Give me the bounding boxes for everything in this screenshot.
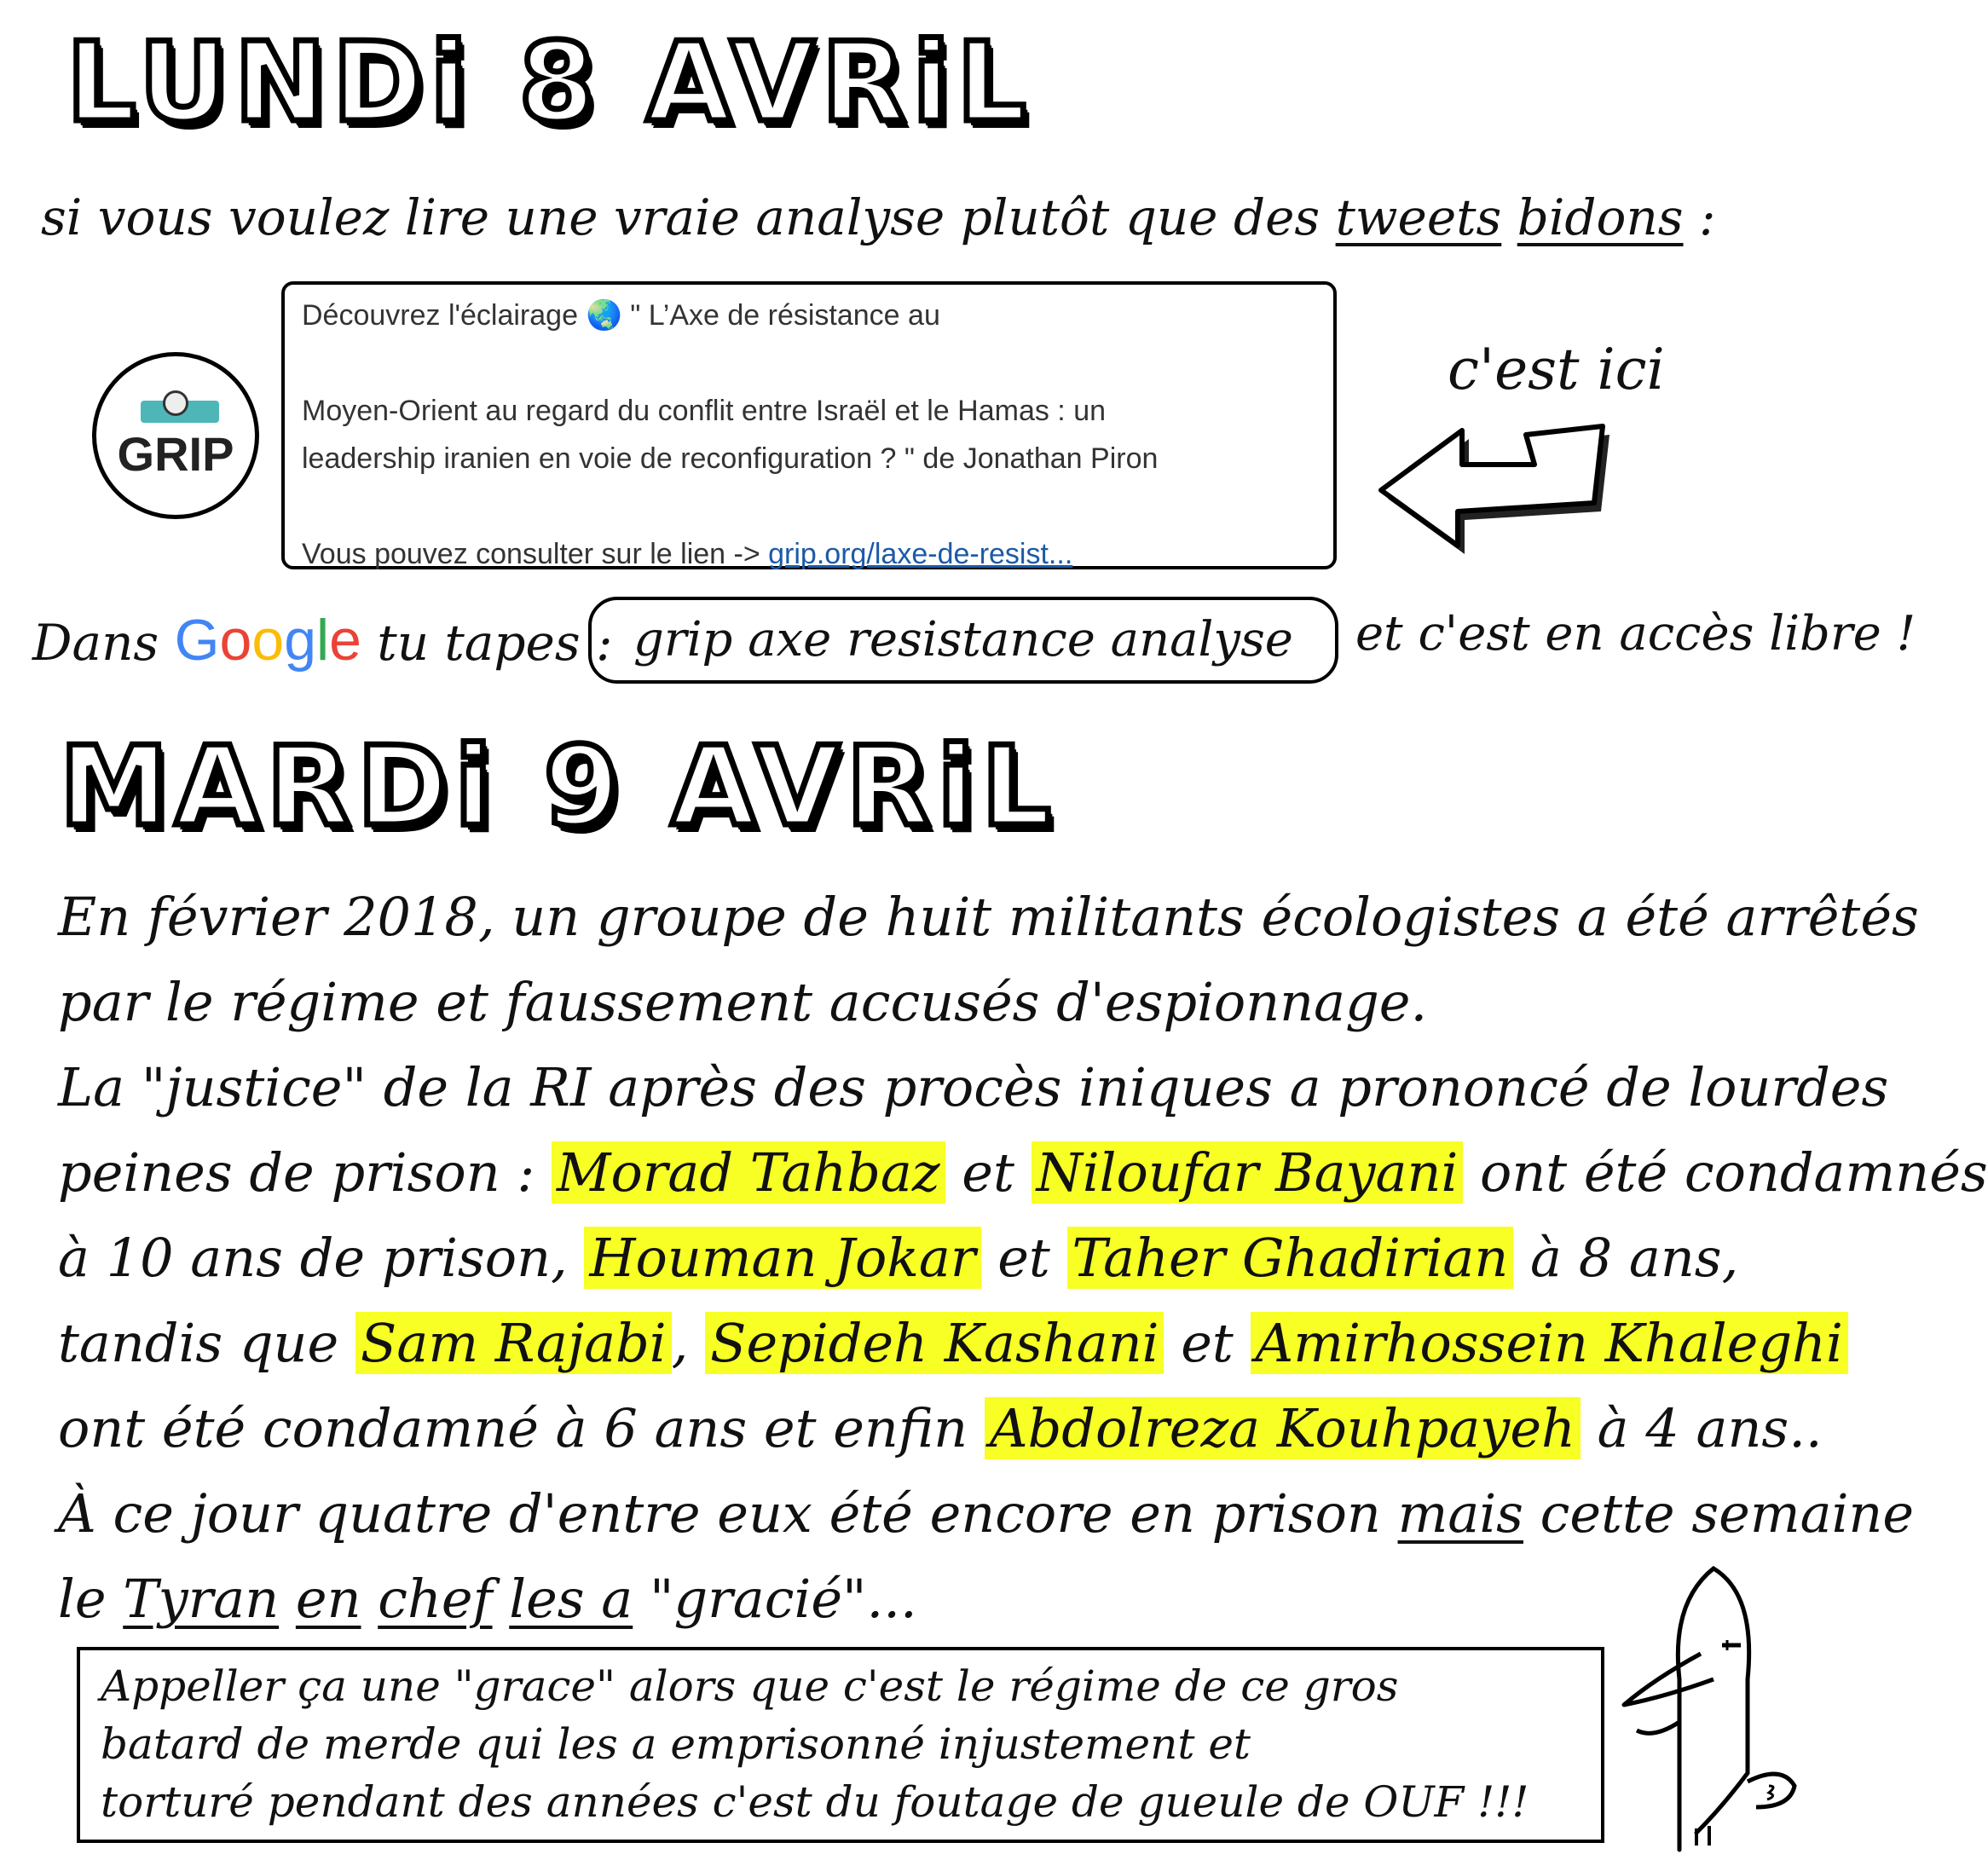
pointer-text: c'est ici	[1448, 337, 1665, 402]
underlined-les-a: les a	[509, 1568, 633, 1630]
name-highlight: Sam Rajabi	[355, 1312, 672, 1374]
body-text: à 10 ans de prison,	[58, 1227, 585, 1289]
google-letter: g	[284, 608, 317, 673]
article-link[interactable]: grip.org/laxe-de-resist...	[768, 538, 1073, 570]
comment-line-3: torturé pendant des années c'est du foutage de gueule de OUF !!!	[101, 1777, 1529, 1827]
body-text: et	[1164, 1312, 1251, 1374]
body-line-2: par le régime et faussement accusés d'espionnage.	[58, 971, 1428, 1033]
google-letter: o	[251, 608, 285, 673]
card-line-1-text: Découvrez l'éclairage	[302, 299, 587, 332]
underlined-tyran: Tyran	[123, 1568, 280, 1630]
body-text	[279, 1568, 296, 1630]
card-line-2: Moyen-Orient au regard du conflit entre Israël et le Hamas : un	[302, 395, 1107, 427]
name-highlight: Houman Jokar	[584, 1227, 980, 1289]
search-query-box	[588, 597, 1338, 684]
body-text: ont été condamnés	[1463, 1141, 1988, 1204]
body-text: "gracié"...	[633, 1568, 917, 1630]
name-highlight: Abdolreza Kouhpayeh	[985, 1397, 1581, 1459]
body-line-5	[58, 1227, 1738, 1288]
headline-lundi: LUNDi 8 AVRiL	[66, 20, 1033, 147]
card-line-1-rest: " L’Axe de résistance au	[621, 299, 940, 332]
body-text: et	[945, 1141, 1032, 1204]
body-text: à 8 ans,	[1513, 1227, 1739, 1289]
card-line-4	[302, 530, 1316, 578]
body-text: tandis que	[58, 1312, 355, 1374]
search-prefix	[32, 607, 613, 673]
body-text: peines de prison :	[58, 1141, 552, 1204]
globe-emoji-icon: 🌏	[586, 299, 622, 332]
comment-line-1: Appeller ça une "grace" alors que c'est le régime de ce gros	[101, 1661, 1399, 1711]
underlined-mais: mais	[1397, 1482, 1523, 1545]
body-line-8	[58, 1483, 1914, 1544]
search-mid-text: tu tapes :	[361, 614, 613, 672]
body-line-9	[58, 1568, 917, 1629]
intro-space	[1501, 188, 1517, 246]
body-text: ont été condamné à 6 ans et enfin	[58, 1397, 985, 1459]
body-text: À ce jour quatre d'entre eux été encore en prison	[58, 1482, 1398, 1545]
google-letter: o	[219, 608, 252, 673]
tweet-card	[281, 281, 1337, 569]
left-arrow-icon	[1364, 401, 1620, 571]
underlined-chef: chef	[378, 1568, 493, 1630]
comment-box	[77, 1647, 1604, 1843]
google-letter: e	[329, 608, 361, 673]
body-line-1: En février 2018, un groupe de huit militants écologistes a été arrêtés	[58, 886, 1919, 948]
body-line-7	[58, 1398, 1823, 1459]
search-suffix: et c'est en accès libre !	[1355, 606, 1916, 661]
body-line-4	[58, 1142, 1988, 1203]
logo-text: GRIP	[117, 427, 234, 481]
intro-line	[41, 189, 1716, 246]
search-prefix-text: Dans	[32, 614, 175, 672]
name-highlight: Sepideh Kashani	[705, 1312, 1164, 1374]
comment-line-2: batard de merde qui les a emprisonné injustement et	[101, 1719, 1251, 1769]
body-line-6	[58, 1313, 1848, 1373]
google-logo	[174, 608, 361, 673]
name-highlight: Taher Ghadirian	[1067, 1227, 1514, 1289]
name-highlight: Morad Tahbaz	[552, 1141, 945, 1204]
google-letter: G	[174, 608, 220, 673]
body-line-3: La "justice" de la RI après des procès iniques a prononcé de lourdes	[58, 1056, 1889, 1118]
body-text: le	[58, 1568, 124, 1630]
search-query: grip axe resistance analyse	[633, 611, 1293, 667]
name-highlight: Amirhossein Khaleghi	[1251, 1312, 1848, 1374]
body-text: et	[980, 1227, 1067, 1289]
body-text: à 4 ans..	[1580, 1397, 1823, 1459]
body-text: ,	[671, 1312, 706, 1374]
globe-icon	[163, 390, 188, 416]
headline-mardi: MARDi 9 AVRiL	[60, 724, 1058, 851]
intro-text: si vous voulez lire une vraie analyse plutôt que des	[41, 188, 1336, 246]
intro-colon: :	[1683, 188, 1716, 246]
underlined-en: en	[295, 1568, 361, 1630]
google-letter: l	[316, 608, 330, 673]
body-text	[493, 1568, 510, 1630]
body-text	[361, 1568, 379, 1630]
name-highlight: Niloufar Bayani	[1032, 1141, 1464, 1204]
card-line-3: leadership iranien en voie de reconfiguration ? " de Jonathan Piron	[302, 442, 1159, 475]
card-line-1	[302, 292, 1316, 339]
grip-logo	[92, 352, 259, 519]
card-spacer	[302, 482, 1316, 530]
card-spacer	[302, 339, 1316, 387]
card-line-4-text: Vous pouvez consulter sur le lien ->	[302, 538, 769, 570]
intro-tweets: tweets	[1335, 188, 1502, 246]
intro-bidons: bidons	[1517, 188, 1684, 246]
body-text: cette semaine	[1523, 1482, 1915, 1545]
bird-icon	[1620, 1551, 1833, 1850]
